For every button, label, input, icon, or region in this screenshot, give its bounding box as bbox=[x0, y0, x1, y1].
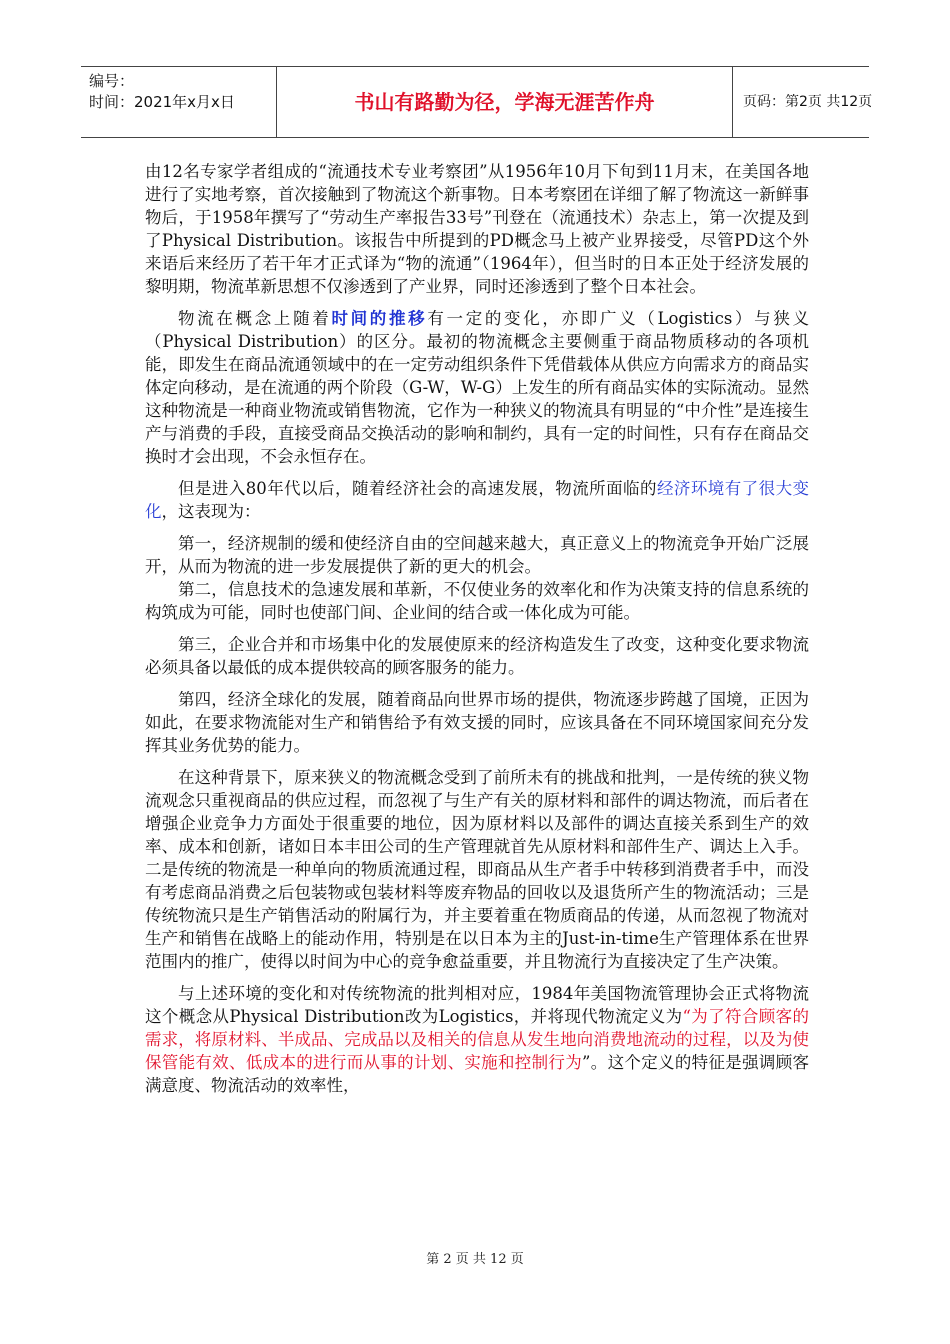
paragraph bbox=[145, 160, 809, 298]
paragraph-text: ”。这个定义的特征是强调顾客满意度、物流活动的效率性， bbox=[145, 1053, 810, 1095]
page-header bbox=[81, 66, 873, 138]
paragraph-text: 与上述环境的变化和对传统物流的批判相对应，1984年美国物流管理协会正式将物流这个概念从Physical Distribution改为Logistics，并将现代物流定义为 bbox=[145, 984, 809, 1026]
paragraph-text: 第三，企业合并和市场集中化的发展使原来的经济构造发生了改变，这种变化要求物流必须具备以最低的成本提供较高的顾客服务的能力。 bbox=[145, 635, 809, 677]
paragraph bbox=[145, 982, 809, 1097]
header-motto: 书山有路勤为径，学海无涯苦作舟 bbox=[277, 67, 733, 137]
paragraph bbox=[145, 307, 809, 468]
paragraph-text: 第四，经济全球化的发展，随着商品向世界市场的提供，物流逐步跨越了国境，正因为如此，在要求物流能对生产和销售给予有效支援的同时，应该具备在不同环境国家间充分发挥其业务优势的能力。 bbox=[145, 690, 809, 755]
document-number-label: 编号： bbox=[89, 72, 135, 90]
paragraph bbox=[145, 688, 809, 757]
paragraph bbox=[145, 477, 809, 523]
document-body bbox=[145, 160, 809, 1106]
paragraph-text: 但是进入80年代以后，随着经济社会的高速发展，物流所面临的 bbox=[178, 479, 657, 498]
highlighted-text: 经济环境有了很大变化 bbox=[145, 479, 810, 521]
paragraph bbox=[145, 578, 809, 624]
paragraph-text: 第一，经济规制的缓和使经济自由的空间越来越大，真正意义上的物流竞争开始广泛展开，从而为物流的进一步发展提供了新的更大的机会。 bbox=[145, 534, 809, 576]
header-page-info: 页码：第2页 共12页 bbox=[743, 94, 873, 110]
paragraph-text: ，这表现为： bbox=[161, 502, 261, 521]
paragraph-text: 有一定的变化，亦即广义（Logistics）与狭义（Physical Distribution）的区分。最初的物流概念主要侧重于商品物质移动的各项机能，即发生在商品流通领域中的在一定劳动组织条件下凭借载体从供应方向需求方的商品实体定向移动，是在流通的两个阶段（G-W，W-G）上发生的所有商品实体的实际流动。显然这种物流是一种商业物流或销售物流，它作为一种狭义的物流具有明显的“中介性”是连接生产与消费的手段，直接受商品交换活动的影响和制约，具有一定的时间性，只有存在商品交换时才会出现，不会永恒存在。 bbox=[145, 309, 810, 466]
paragraph-text: 物流在概念上随着 bbox=[178, 309, 332, 328]
header-meta bbox=[81, 67, 277, 137]
paragraph bbox=[145, 633, 809, 679]
highlighted-text: 时间的推移 bbox=[331, 309, 428, 328]
paragraph bbox=[145, 532, 809, 578]
page-footer: 第 2 页 共 12 页 bbox=[426, 1252, 524, 1267]
highlighted-text: “为了符合顾客的需求，将原材料、半成品、完成品以及相关的信息从发生地向消费地流动的过程，以及为使保管能有效、低成本的进行而从事的计划、实施和控制行为 bbox=[145, 1007, 809, 1072]
paragraph bbox=[145, 766, 809, 973]
paragraph-text: 由12名专家学者组成的“流通技术专业考察团”从1956年10月下旬到11月末，在美国各地进行了实地考察，首次接触到了物流这个新事物。日本考察团在详细了解了物流这一新鲜事物后，于1958年撰写了“劳动生产率报告33号”刊登在（流通技术）杂志上，第一次提及到了Physical Distribution。该报告中所提到的PD概念马上被产业界接受，尽管PD这个外来语后来经历了若干年才正式译为“物的流通”（1964年），但当时的日本正处于经济发展的黎明期，物流革新思想不仅渗透到了产业界，同时还渗透到了整个日本社会。 bbox=[145, 162, 809, 296]
document-date: 时间：2021年x月x日 bbox=[89, 93, 235, 111]
paragraph-text: 第二，信息技术的急速发展和革新，不仅使业务的效率化和作为决策支持的信息系统的构筑成为可能，同时也使部门间、企业间的结合或一体化成为可能。 bbox=[145, 580, 809, 622]
paragraph-text: 在这种背景下，原来狭义的物流概念受到了前所未有的挑战和批判，一是传统的狭义物流观念只重视商品的供应过程，而忽视了与生产有关的原材料和部件的调达物流，而后者在增强企业竞争力方面处于很重要的地位，因为原材料以及部件的调达直接关系到生产的效率、成本和创新，诸如日本丰田公司的生产管理就首先从原材料和部件生产、调达上入手。二是传统的物流是一种单向的物质流通过程，即商品从生产者手中转移到消费者手中，而没有考虑商品消费之后包装物或包装材料等废弃物品的回收以及退货所产生的物流活动；三是传统物流只是生产销售活动的附属行为，并主要着重在物质商品的传递，从而忽视了物流对生产和销售在战略上的能动作用，特别是在以日本为主的Just-in-time生产管理体系在世界范围内的推广，使得以时间为中心的竞争愈益重要，并且物流行为直接决定了生产决策。 bbox=[145, 768, 809, 971]
